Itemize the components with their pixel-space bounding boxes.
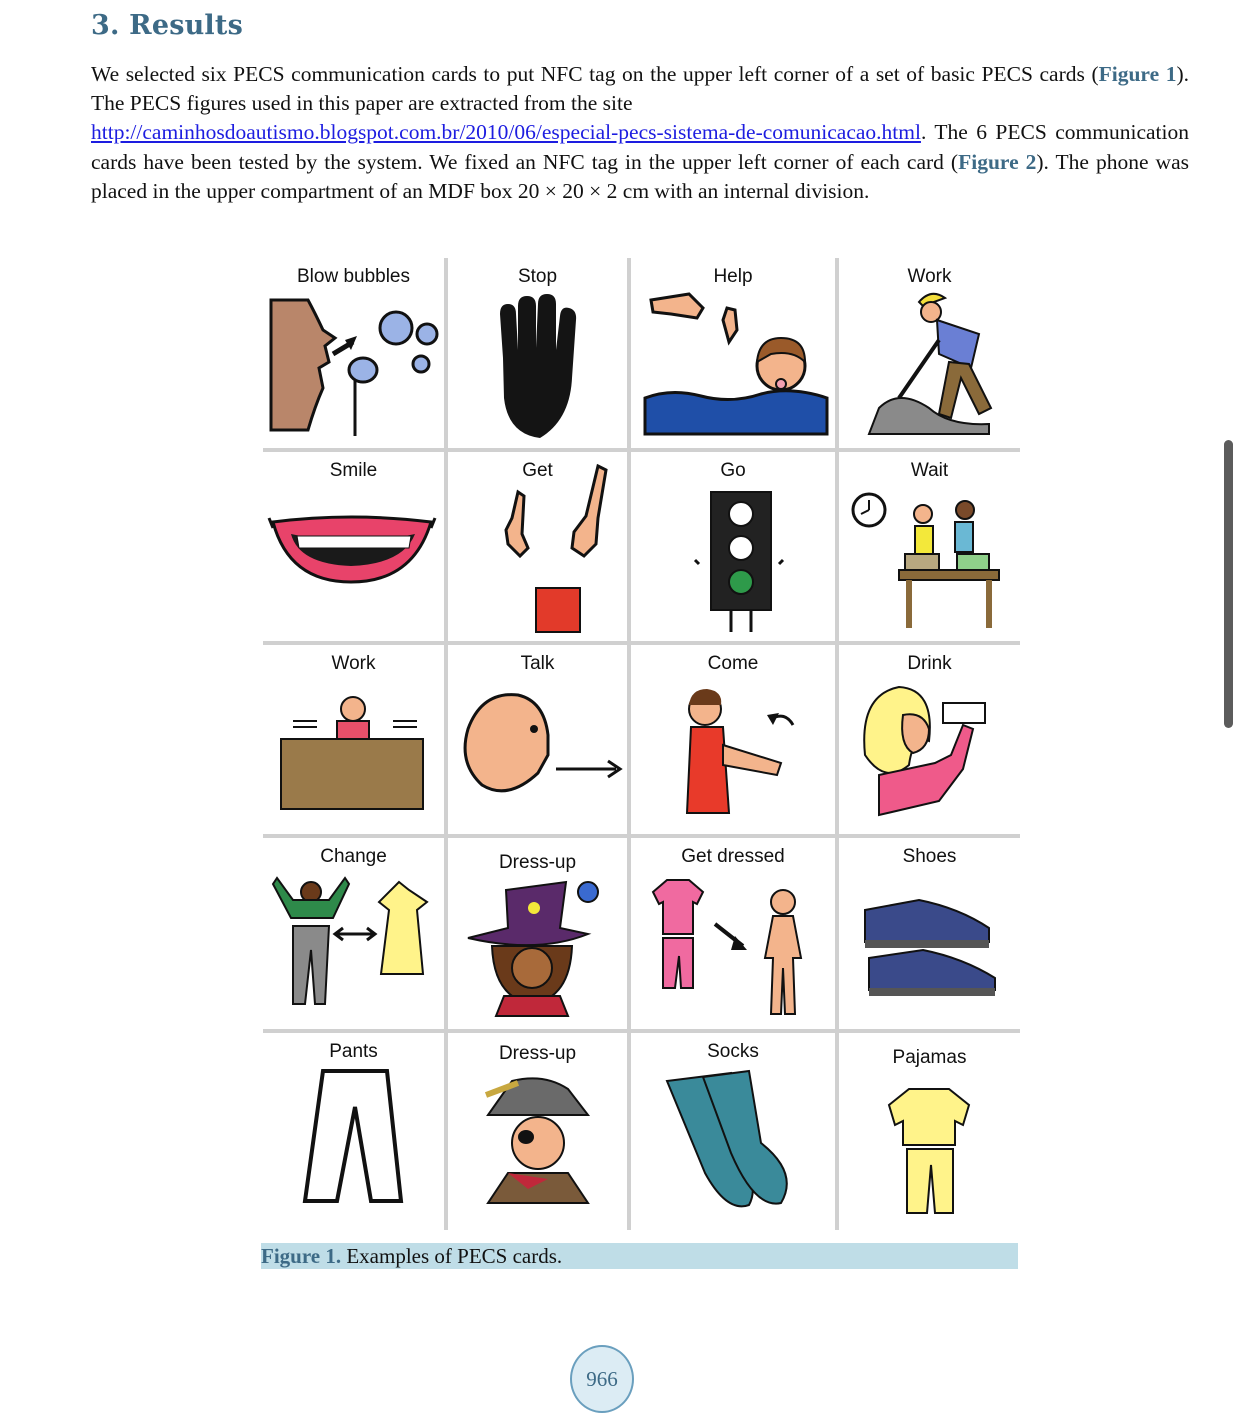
card-label: Help: [713, 266, 753, 287]
card-label: Smile: [329, 460, 378, 481]
card-label: Socks: [707, 1041, 759, 1062]
blow-bubbles-icon: [263, 258, 444, 448]
shoes-icon: [839, 838, 1020, 1029]
card-label: Work: [907, 266, 952, 287]
results-paragraph: [91, 60, 1189, 206]
pecs-card-drink: [839, 645, 1020, 834]
para-text-3: . The 6 PECS communication cards have been tested by the system. We fixed an NFC tag in the upper left corner of each card (: [91, 120, 1189, 174]
vertical-scrollbar[interactable]: [1224, 440, 1233, 728]
talk-head-icon: [448, 645, 627, 834]
pants-icon: [263, 1033, 444, 1230]
card-label: Change: [320, 846, 387, 867]
witch-hat-icon: [448, 838, 627, 1029]
stop-hand-icon: [448, 258, 627, 448]
card-label: Pants: [329, 1041, 378, 1062]
card-label: Dress-up: [498, 852, 577, 873]
figure-1-reference[interactable]: Figure 1: [1098, 62, 1177, 86]
pecs-card-pajamas: [839, 1033, 1020, 1230]
pecs-card-wait: [839, 452, 1020, 641]
pecs-card-dress-up-pirate: [448, 1033, 627, 1230]
pecs-card-blow-bubbles: [263, 258, 444, 448]
card-label: Wait: [910, 460, 949, 481]
pecs-card-stop: [448, 258, 627, 448]
caption-label: Figure 1.: [261, 1244, 342, 1268]
pecs-cards-figure: [263, 258, 1020, 1230]
card-label: Come: [707, 653, 759, 674]
card-label: Go: [720, 460, 746, 481]
card-label: Drink: [907, 653, 952, 674]
pajamas-icon: [839, 1033, 1020, 1230]
pecs-card-smile: [263, 452, 444, 641]
socks-icon: [631, 1033, 835, 1230]
desk-worker-icon: [263, 645, 444, 834]
card-label: Work: [331, 653, 376, 674]
card-label: Blow bubbles: [296, 266, 411, 287]
pecs-card-work-desk: [263, 645, 444, 834]
caption-text: Examples of PECS cards.: [341, 1244, 563, 1268]
get-hands-icon: [448, 452, 627, 641]
drink-icon: [839, 645, 1020, 834]
pirate-icon: [448, 1033, 627, 1230]
section-heading: 3. Results: [91, 10, 243, 41]
figure-2-reference[interactable]: Figure 2: [958, 149, 1037, 174]
pecs-card-socks: [631, 1033, 835, 1230]
pecs-card-pants: [263, 1033, 444, 1230]
help-drowning-icon: [631, 258, 835, 448]
para-text-4: ). The phone was placed in the upper compartment of an MDF box 20 × 20 × 2 cm with an internal division.: [91, 149, 1189, 203]
card-label: Pajamas: [892, 1047, 967, 1068]
change-clothes-icon: [263, 838, 444, 1029]
pecs-card-help: [631, 258, 835, 448]
para-text-1: We selected six PECS communication cards to put NFC tag on the upper left corner of a set of basic PECS cards (: [91, 62, 1099, 86]
card-label: Dress-up: [498, 1043, 577, 1064]
pecs-card-come: [631, 645, 835, 834]
source-link[interactable]: http://caminhosdoautismo.blogspot.com.br/2010/06/especial-pecs-sistema-de-comunicacao.html: [91, 120, 921, 145]
pecs-card-get: [448, 452, 627, 641]
card-label: Shoes: [902, 846, 957, 867]
come-gesture-icon: [631, 645, 835, 834]
pecs-card-dress-up-witch: [448, 838, 627, 1029]
pecs-card-get-dressed: [631, 838, 835, 1029]
pecs-card-talk: [448, 645, 627, 834]
get-dressed-icon: [631, 838, 835, 1029]
figure-caption: [261, 1243, 1018, 1269]
card-label: Get dressed: [681, 846, 785, 867]
pecs-card-work: [839, 258, 1020, 448]
card-label: Get: [522, 460, 553, 481]
pecs-card-change: [263, 838, 444, 1029]
traffic-light-icon: [631, 452, 835, 641]
card-label: Talk: [520, 653, 555, 674]
smile-mouth-icon: [263, 452, 444, 641]
pecs-card-go: [631, 452, 835, 641]
card-label: Stop: [517, 266, 558, 287]
wait-bench-icon: [839, 452, 1020, 641]
para-text-2: ). The PECS figures used in this paper are extracted from the site: [91, 62, 1189, 116]
worker-shovel-icon: [839, 258, 1020, 448]
pecs-card-shoes: [839, 838, 1020, 1029]
page-number: 966: [570, 1345, 634, 1413]
